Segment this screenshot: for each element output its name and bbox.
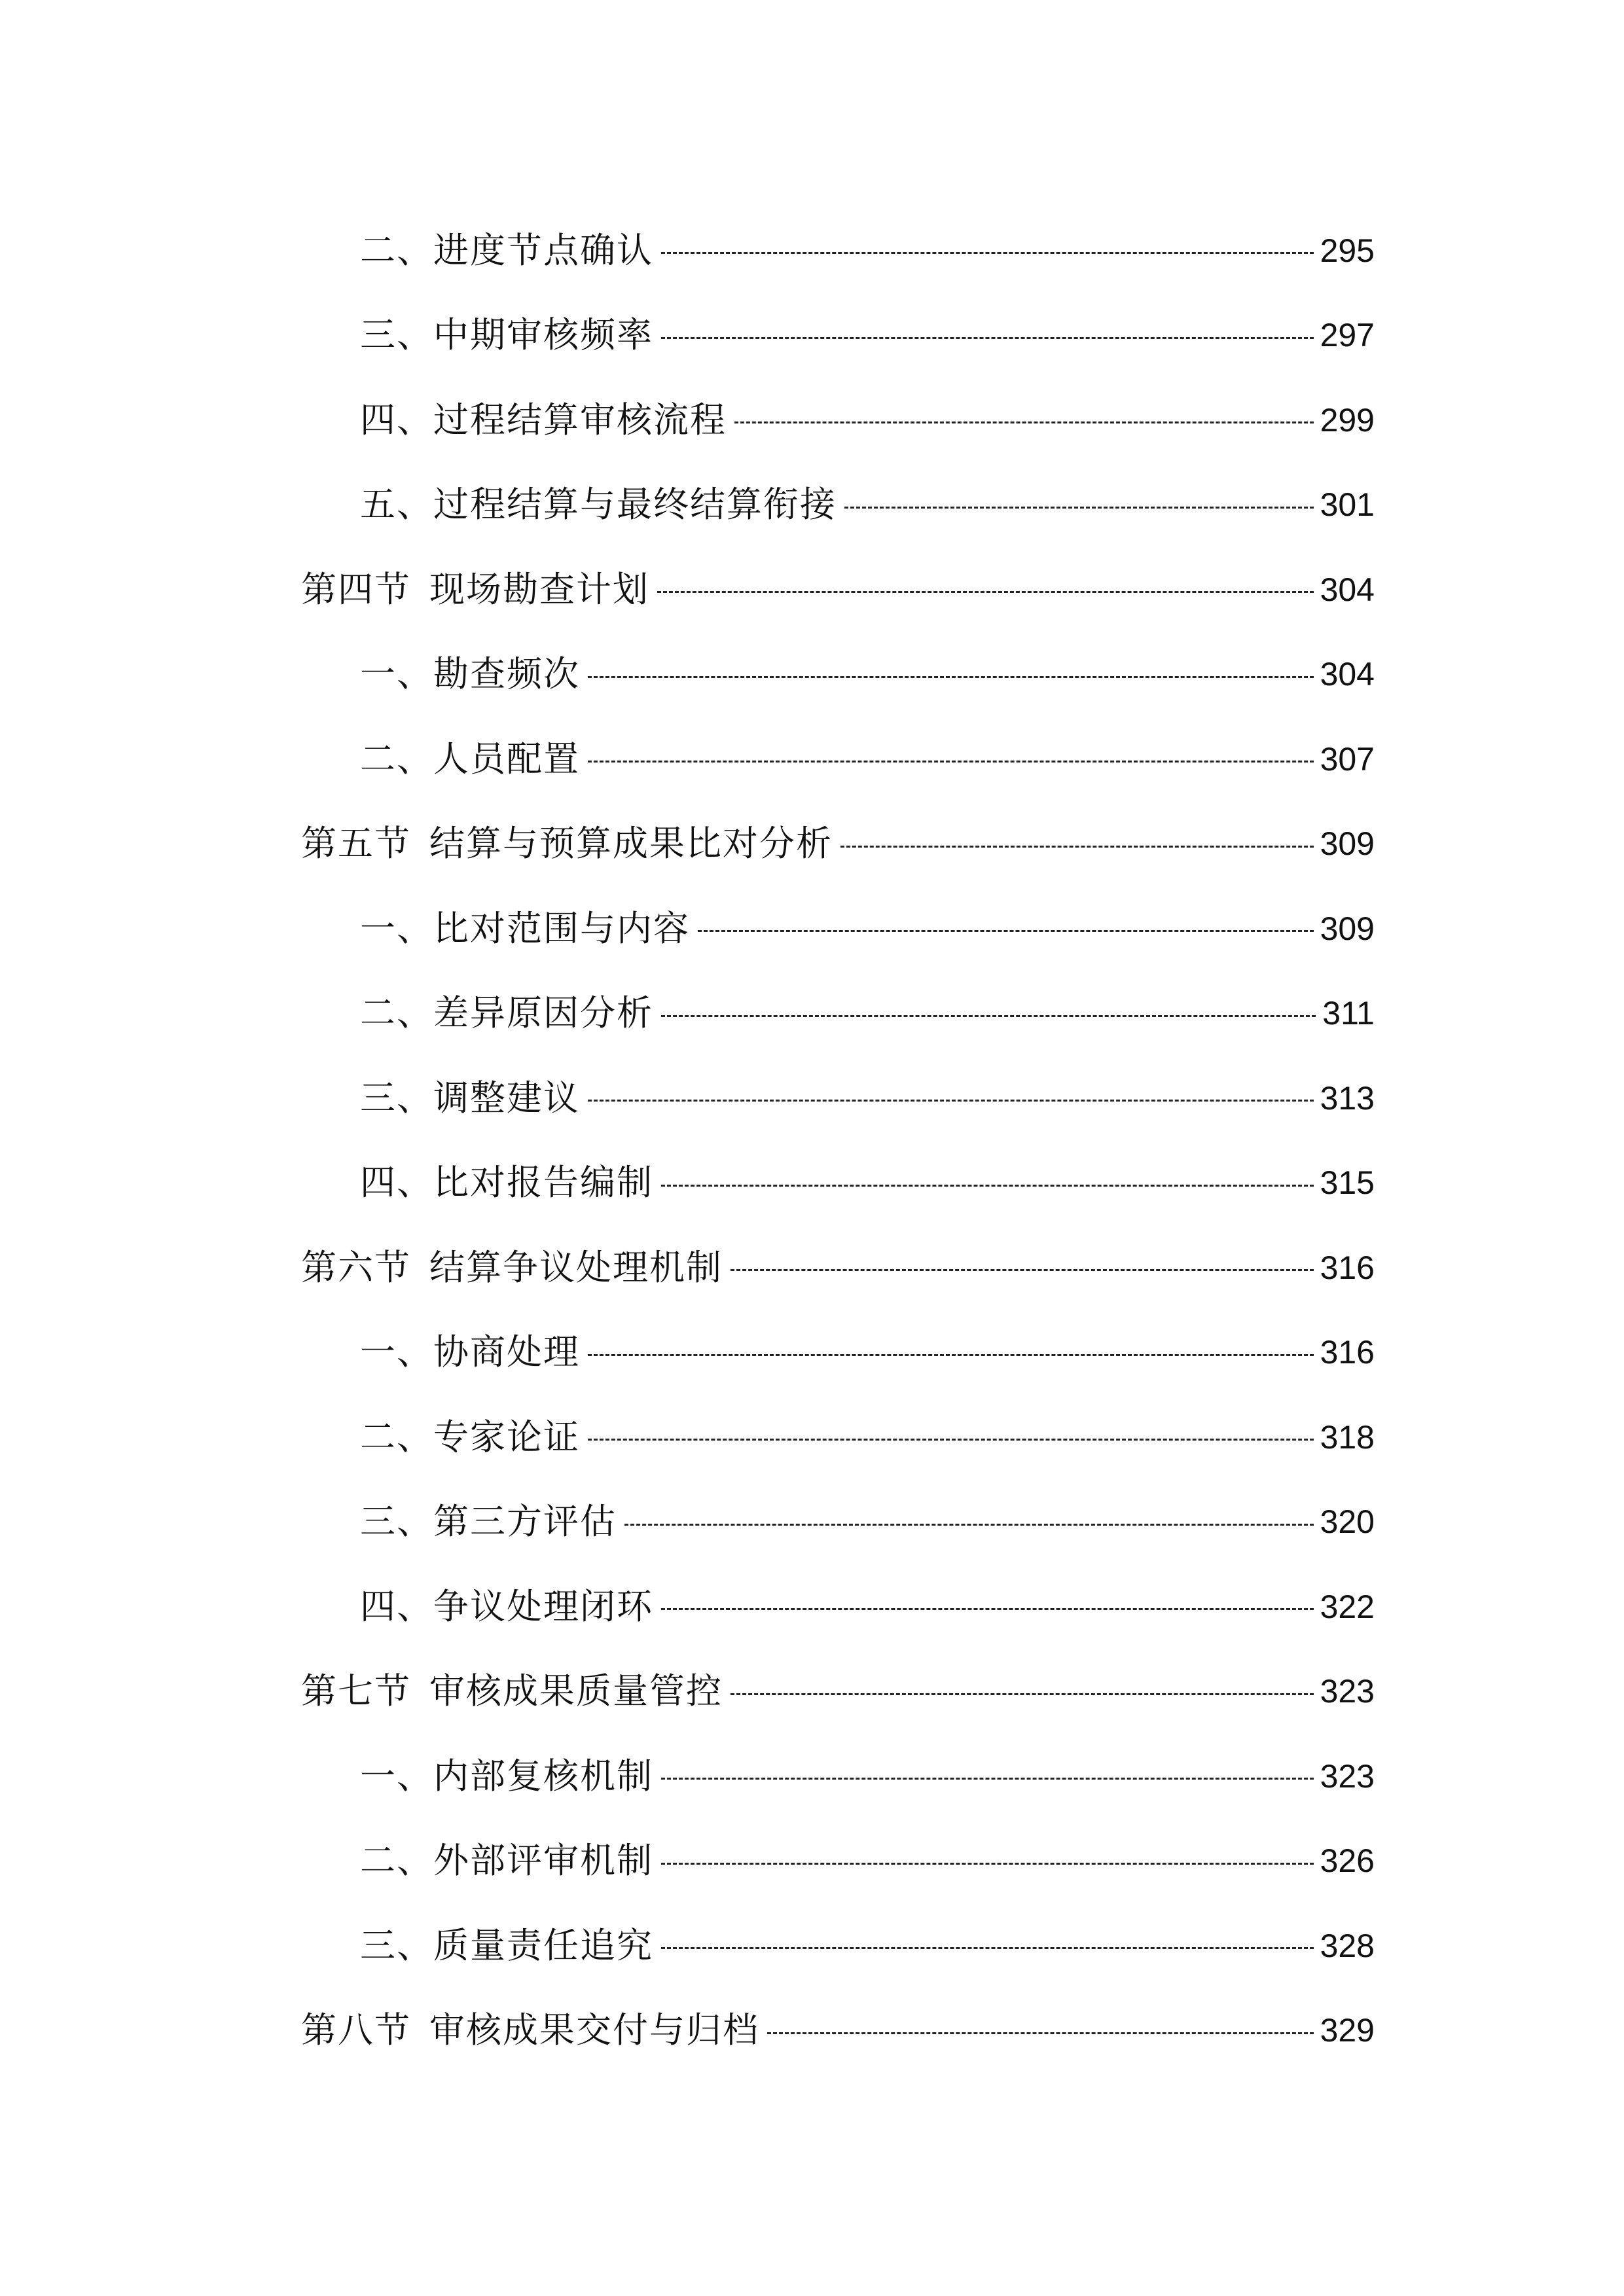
toc-entry[interactable]	[301, 1903, 1375, 1988]
toc-entry-number: 一、	[360, 653, 433, 695]
toc-page-number: 329	[1320, 2012, 1375, 2049]
toc-entry-label	[360, 1077, 580, 1119]
toc-entry[interactable]	[301, 632, 1375, 717]
toc-page-number: 326	[1320, 1842, 1375, 1880]
toc-page-number: 311	[1322, 995, 1375, 1032]
toc-entry-title: 中期审核频率	[433, 314, 653, 356]
toc-entry-number: 四、	[360, 1585, 433, 1627]
toc-entry-title: 第三方评估	[433, 1501, 617, 1543]
toc-entry-title: 比对报告编制	[433, 1162, 653, 1204]
toc-page-number: 297	[1320, 317, 1375, 354]
toc-entry-label	[360, 738, 580, 780]
toc-entry-label	[360, 1416, 580, 1458]
toc-page-number: 309	[1320, 910, 1375, 947]
toc-entry[interactable]	[301, 293, 1375, 378]
toc-entry-label	[360, 1501, 617, 1543]
toc-section-number: 第七节	[301, 1670, 411, 1712]
dot-leader	[588, 676, 1314, 678]
toc-entry[interactable]	[301, 1395, 1375, 1480]
toc-entry-label	[301, 1670, 723, 1712]
toc-entry[interactable]	[301, 463, 1375, 548]
toc-entry-number: 一、	[360, 907, 433, 949]
toc-entry-label	[360, 229, 653, 271]
dot-leader	[588, 1354, 1314, 1356]
toc-entry-label	[360, 399, 727, 440]
toc-page-number: 307	[1320, 740, 1375, 778]
toc-entry[interactable]	[301, 1734, 1375, 1819]
toc-entry-title: 进度节点确认	[433, 229, 653, 271]
dot-leader	[661, 1185, 1314, 1187]
toc-entry-title: 结算与预算成果比对分析	[429, 823, 833, 865]
toc-entry-label	[301, 823, 833, 865]
toc-entry-title: 人员配置	[433, 738, 580, 780]
toc-entry[interactable]	[301, 1564, 1375, 1649]
toc-page-number: 313	[1320, 1079, 1375, 1117]
toc-section-entry[interactable]	[301, 1988, 1375, 2073]
toc-entry-title: 争议处理闭环	[433, 1585, 653, 1627]
dot-leader	[731, 1693, 1314, 1695]
toc-entry-title: 调整建议	[433, 1077, 580, 1119]
toc-entry[interactable]	[301, 1480, 1375, 1565]
toc-entry[interactable]	[301, 378, 1375, 463]
toc-entry-title: 勘查频次	[433, 653, 580, 695]
toc-entry-label	[360, 907, 690, 949]
toc-page-number: 301	[1320, 486, 1375, 524]
toc-section-entry[interactable]	[301, 1225, 1375, 1310]
toc-entry-label	[360, 653, 580, 695]
dot-leader	[588, 761, 1314, 762]
toc-page-number: 295	[1320, 232, 1375, 269]
toc-entry[interactable]	[301, 1819, 1375, 1904]
toc-entry-title: 质量责任追究	[433, 1924, 653, 1966]
toc-entry-label	[360, 1162, 653, 1204]
toc-entry-number: 三、	[360, 314, 433, 356]
toc-section-number: 第八节	[301, 2009, 411, 2051]
toc-entry-title: 过程结算与最终结算衔接	[433, 484, 837, 526]
dot-leader	[588, 1100, 1314, 1102]
dot-leader	[767, 2032, 1314, 2034]
dot-leader	[657, 591, 1314, 593]
table-of-contents	[301, 208, 1375, 2073]
toc-entry-title: 差异原因分析	[433, 992, 653, 1034]
toc-entry-number: 二、	[360, 992, 433, 1034]
dot-leader	[661, 337, 1314, 339]
toc-entry[interactable]	[301, 1056, 1375, 1141]
toc-entry-title: 审核成果质量管控	[429, 1670, 723, 1712]
toc-entry-title: 外部评审机制	[433, 1840, 653, 1882]
dot-leader	[734, 422, 1314, 423]
dot-leader	[624, 1524, 1314, 1526]
toc-page-number: 323	[1320, 1757, 1375, 1795]
toc-entry[interactable]	[301, 208, 1375, 293]
toc-entry-number: 二、	[360, 1840, 433, 1882]
dot-leader	[661, 252, 1314, 254]
toc-section-number: 第四节	[301, 568, 411, 610]
toc-page-number: 322	[1320, 1588, 1375, 1625]
toc-entry[interactable]	[301, 1310, 1375, 1395]
toc-entry-label	[360, 1840, 653, 1882]
toc-entry-label	[360, 1585, 653, 1627]
toc-page-number: 318	[1320, 1418, 1375, 1456]
dot-leader	[840, 846, 1314, 848]
toc-entry-label	[360, 314, 653, 356]
toc-page-number: 299	[1320, 401, 1375, 439]
toc-page-number: 316	[1320, 1249, 1375, 1286]
toc-page-number: 320	[1320, 1503, 1375, 1541]
dot-leader	[588, 1439, 1314, 1441]
toc-section-number: 第六节	[301, 1246, 411, 1288]
toc-entry-number: 一、	[360, 1331, 433, 1373]
toc-entry-title: 专家论证	[433, 1416, 580, 1458]
dot-leader	[844, 507, 1314, 509]
toc-entry[interactable]	[301, 717, 1375, 802]
dot-leader	[661, 1608, 1314, 1610]
toc-entry-label	[301, 1246, 723, 1288]
toc-entry-label	[360, 1755, 653, 1797]
toc-entry-label	[360, 1331, 580, 1373]
toc-entry[interactable]	[301, 1141, 1375, 1226]
dot-leader	[661, 1863, 1314, 1865]
toc-entry-label	[301, 2009, 759, 2051]
toc-entry[interactable]	[301, 886, 1375, 971]
toc-entry-title: 现场勘查计划	[429, 568, 649, 610]
toc-entry-title: 内部复核机制	[433, 1755, 653, 1797]
toc-entry[interactable]	[301, 971, 1375, 1056]
toc-entry-number: 二、	[360, 229, 433, 271]
toc-page-number: 304	[1320, 656, 1375, 693]
toc-page-number: 316	[1320, 1334, 1375, 1371]
toc-entry-number: 三、	[360, 1501, 433, 1543]
dot-leader	[661, 1015, 1316, 1017]
toc-entry-number: 五、	[360, 484, 433, 526]
toc-entry-number: 三、	[360, 1924, 433, 1966]
toc-entry-number: 二、	[360, 1416, 433, 1458]
dot-leader	[698, 930, 1314, 932]
toc-entry-number: 四、	[360, 1162, 433, 1204]
toc-entry-number: 四、	[360, 399, 433, 440]
toc-page-number: 323	[1320, 1673, 1375, 1710]
dot-leader	[661, 1778, 1314, 1780]
toc-entry-title: 协商处理	[433, 1331, 580, 1373]
dot-leader	[731, 1269, 1314, 1271]
toc-section-number: 第五节	[301, 823, 411, 865]
toc-page-number: 304	[1320, 571, 1375, 608]
toc-section-entry[interactable]	[301, 1649, 1375, 1734]
toc-entry-title: 结算争议处理机制	[429, 1246, 723, 1288]
toc-section-entry[interactable]	[301, 802, 1375, 887]
toc-section-entry[interactable]	[301, 547, 1375, 632]
toc-page-number: 328	[1320, 1927, 1375, 1964]
toc-page-number: 309	[1320, 825, 1375, 863]
toc-entry-label	[360, 484, 837, 526]
toc-entry-label	[360, 992, 653, 1034]
toc-entry-number: 一、	[360, 1755, 433, 1797]
toc-entry-title: 审核成果交付与归档	[429, 2009, 759, 2051]
toc-entry-title: 过程结算审核流程	[433, 399, 727, 440]
toc-entry-number: 二、	[360, 738, 433, 780]
toc-entry-title: 比对范围与内容	[433, 907, 690, 949]
toc-entry-label	[360, 1924, 653, 1966]
toc-entry-number: 三、	[360, 1077, 433, 1119]
toc-entry-label	[301, 568, 649, 610]
toc-page-number: 315	[1320, 1164, 1375, 1202]
dot-leader	[661, 1947, 1314, 1949]
